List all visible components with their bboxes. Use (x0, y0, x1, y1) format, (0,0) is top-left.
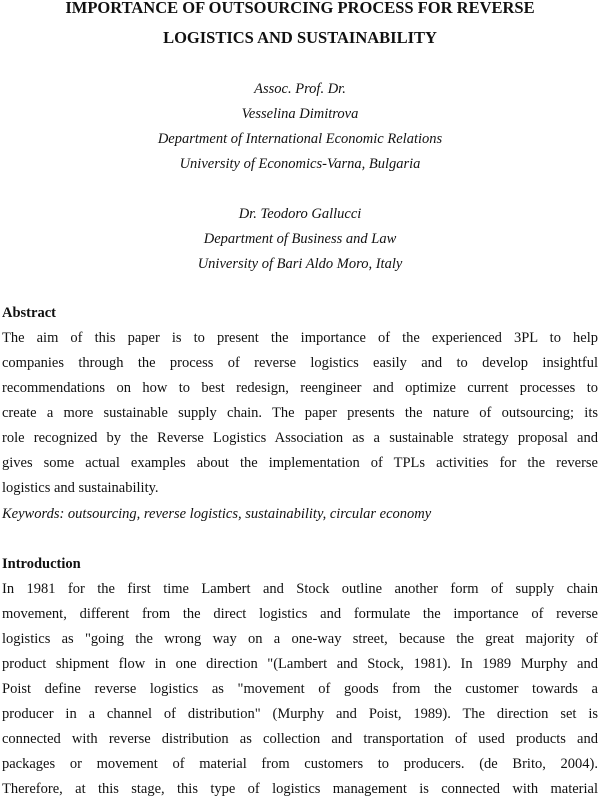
abstract-line: role recognized by the Reverse Logistics Association as a sustainable strategy proposal and (2, 430, 598, 446)
introduction-heading: Introduction (2, 556, 81, 572)
introduction-line: producer in a channel of distribution" (Murphy and Poist, 1989). The direction set is (2, 706, 598, 722)
abstract-line: companies through the process of reverse logistics easily and to develop insightful (2, 355, 598, 371)
abstract-line: The aim of this paper is to present the importance of the experienced 3PL to help (2, 330, 598, 346)
abstract-line: gives some actual examples about the implementation of TPLs activities for the reverse (2, 455, 598, 471)
introduction-line: Poist define reverse logistics as "movement of goods from the customer towards a (2, 681, 598, 697)
author-2-department: Department of Business and Law (203, 231, 397, 247)
introduction-line: In 1981 for the first time Lambert and Stock outline another form of supply chain (2, 581, 598, 597)
author-1-name: Vesselina Dimitrova (241, 106, 359, 122)
abstract-heading: Abstract (2, 305, 56, 321)
author-1-title: Assoc. Prof. Dr. (254, 81, 346, 97)
paper-title-line-2: LOGISTICS AND SUSTAINABILITY (163, 28, 437, 47)
introduction-line: movement, different from the direct logistics and formulate the importance of reverse (2, 606, 598, 622)
abstract-line: logistics and sustainability. (2, 480, 159, 496)
paper-title-line-1: IMPORTANCE OF OUTSOURCING PROCESS FOR REVERSE (65, 0, 535, 17)
author-1-university: University of Economics-Varna, Bulgaria (179, 156, 421, 172)
introduction-line: Therefore, at this stage, this type of logistics management is connected with material (2, 781, 598, 797)
author-2-name: Dr. Teodoro Gallucci (238, 206, 362, 222)
introduction-line: logistics as "going the wrong way on a one-way street, because the great majority of (2, 631, 598, 647)
keywords-line: Keywords: outsourcing, reverse logistics, sustainability, circular economy (2, 506, 432, 522)
introduction-line: connected with reverse distribution as collection and transportation of used products and (2, 731, 598, 747)
introduction-line: product shipment flow in one direction "(Lambert and Stock, 1981). In 1989 Murphy and (2, 656, 598, 672)
author-2-university: University of Bari Aldo Moro, Italy (197, 256, 403, 272)
abstract-line: create a more sustainable supply chain. The paper presents the nature of outsourcing; its (2, 405, 598, 421)
introduction-line: packages or movement of material from customers to producers. (de Brito, 2004). (2, 756, 598, 772)
abstract-line: recommendations on how to best redesign, reengineer and optimize current processes to (2, 380, 598, 396)
author-1-department: Department of International Economic Relations (157, 131, 443, 147)
